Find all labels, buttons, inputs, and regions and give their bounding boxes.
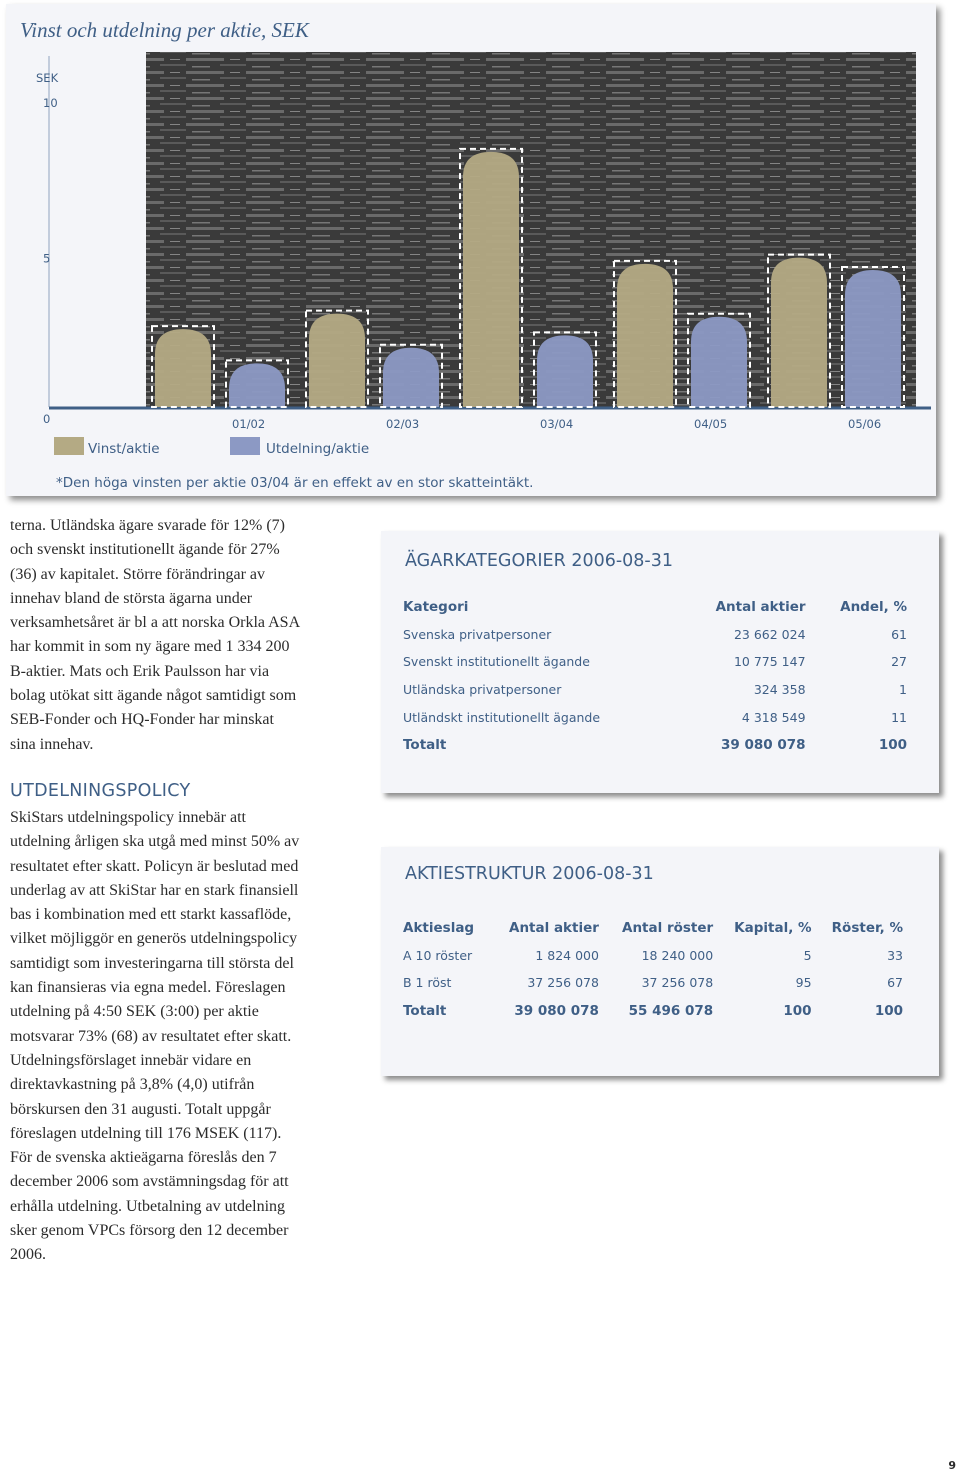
table-total-row	[399, 997, 907, 1025]
bar-vinst	[152, 326, 214, 407]
bar-vinst	[460, 149, 522, 407]
table-cell: 55 496 078	[628, 1002, 714, 1019]
table-header-row	[399, 914, 907, 942]
bar-vinst	[614, 261, 676, 407]
owner-categories-panel	[381, 531, 939, 793]
column-header: Röster, %	[831, 919, 903, 936]
table-cell: 324 358	[753, 682, 806, 698]
table-cell: 33	[887, 947, 903, 963]
table-cell: 39 080 078	[514, 1002, 599, 1019]
table-cell: 100	[878, 736, 907, 753]
legend-label: Utdelning/aktie	[266, 441, 370, 457]
table-cell: A 10 röster	[403, 947, 473, 963]
table-header-row	[399, 593, 911, 621]
table-total-row	[399, 731, 911, 759]
column-header: Aktieslag	[403, 919, 475, 936]
table-cell: 95	[795, 975, 812, 991]
table-cell: 61	[891, 626, 907, 642]
y-tick-label: 5	[43, 251, 51, 266]
column-header: Antal aktier	[715, 598, 806, 615]
bar-utdelning	[842, 267, 904, 407]
x-tick-label: 05/06	[848, 417, 882, 431]
table-cell: 4 318 549	[741, 709, 806, 725]
chart-footnote: *Den höga vinsten per aktie 03/04 är en effekt av en stor skatteintäkt.	[56, 475, 534, 491]
bar-fill	[155, 329, 211, 407]
table-row	[399, 703, 911, 731]
bar-fill	[309, 314, 365, 407]
table-cell: 37 256 078	[527, 975, 599, 991]
table-cell: 5	[803, 947, 812, 963]
table-row	[399, 969, 907, 997]
bar-vinst	[768, 255, 830, 407]
table-cell: Utländskt institutionellt ägande	[403, 709, 601, 725]
table-cell: 39 080 078	[720, 736, 806, 753]
table-cell: 1 824 000	[535, 947, 599, 963]
table-cell: 18 240 000	[641, 947, 714, 963]
table-cell: B 1 röst	[403, 975, 452, 991]
bar-fill	[229, 363, 285, 407]
table-row	[399, 621, 911, 649]
page-number: 9	[948, 1459, 956, 1472]
body-paragraph-policy: SkiStars utdelningspolicy innebär att utdelning årligen ska utgå med minst 50% av resultatet efter skatt. Policyn är beslutad med underlag av att SkiStar har en stark finansiell bas i kombination med ett starkt kassaflöde, vilket möjliggör en generös utdelningspolicy samtidigt som investeringarna till största del kan finansieras via egna medel. Föreslagen utdelning på 4:50 SEK (3:00) per aktie motsvarar 73% (68) av resultatet efter skatt. Utdelningsförslaget innebär vidare en direktavkastning på 3,8% (4,0) utifrån börskursen den 31 augusti. Totalt uppgår föreslagen utdelning till 176 MSEK (117). För de svenska aktieägarna föreslås den 7 december 2006 som avstämningsdag för att erhålla utdelning. Utbetalning av utdelning sker genom VPCs försorg den 12 december 2006.	[10, 809, 300, 1264]
column-header: Antal aktier	[509, 919, 599, 936]
table-cell: 11	[891, 709, 907, 725]
table-cell: 100	[874, 1002, 903, 1019]
table-cell: 27	[891, 654, 907, 670]
share-structure-panel	[381, 847, 939, 1076]
y-tick-label: 10	[43, 96, 58, 110]
legend-label: Vinst/aktie	[88, 441, 160, 457]
table-cell: 1	[899, 682, 907, 698]
share-structure-table	[399, 914, 907, 1024]
y-axis-unit-label: SEK	[36, 71, 59, 85]
chart-title: Vinst och utdelning per aktie, SEK	[20, 18, 309, 42]
column-header: Kapital, %	[734, 919, 812, 936]
column-header: Kategori	[403, 598, 469, 615]
bar-chart	[6, 4, 936, 496]
column-header: Antal röster	[622, 919, 714, 936]
body-paragraph-ownership: terna. Utländska ägare svarade för 12% (7) och svenskt institutionellt ägande för 27% (36) av kapitalet. Större förändringar av innehav bland de största ägarna under verksamhetsåret är bl a att norska Orkla ASA har kommit in som ny ägare med 1 334 200 B-aktier. Mats och Erik Paulsson har via bolag utökat sitt ägande något samtidigt som SEB-Fonder och HQ-Fonder har minskat sina innehav.	[10, 517, 300, 753]
legend-swatch	[230, 437, 260, 455]
table-cell: Svenskt institutionellt ägande	[403, 654, 590, 670]
bar-fill	[463, 152, 519, 407]
bar-vinst	[306, 311, 368, 407]
table-cell: 23 662 024	[733, 626, 806, 642]
table-cell: 100	[783, 1002, 812, 1019]
bar-utdelning	[688, 314, 750, 407]
owner-categories-table	[399, 593, 911, 759]
table-cell: Svenska privatpersoner	[403, 626, 552, 642]
table-cell: Totalt	[403, 1002, 447, 1019]
bar-fill	[845, 270, 901, 407]
owner-table-title: ÄGARKATEGORIER 2006-08-31	[405, 551, 674, 571]
bar-fill	[771, 258, 827, 407]
bar-fill	[617, 264, 673, 407]
chart-panel	[6, 4, 936, 496]
legend-swatch	[54, 437, 84, 455]
table-cell: 67	[887, 975, 903, 991]
bar-fill	[691, 317, 747, 407]
table-cell: 37 256 078	[641, 975, 714, 991]
column-header: Andel, %	[840, 598, 907, 615]
y-tick-label: 0	[43, 412, 51, 426]
x-tick-label: 04/05	[694, 417, 728, 431]
bar-utdelning	[534, 332, 596, 407]
x-tick-label: 01/02	[232, 417, 266, 431]
table-cell: 10 775 147	[733, 654, 806, 670]
policy-heading: UTDELNINGSPOLICY	[10, 781, 191, 801]
table-row	[399, 676, 911, 704]
x-tick-label: 03/04	[540, 417, 574, 431]
bar-fill	[537, 335, 593, 407]
bar-fill	[383, 348, 439, 407]
table-cell: Totalt	[403, 736, 447, 753]
struct-table-title: AKTIESTRUKTUR 2006-08-31	[405, 864, 654, 884]
table-cell: Utländska privatpersoner	[403, 682, 562, 698]
x-tick-label: 02/03	[386, 417, 420, 431]
table-row	[399, 648, 911, 676]
table-row	[399, 942, 907, 970]
